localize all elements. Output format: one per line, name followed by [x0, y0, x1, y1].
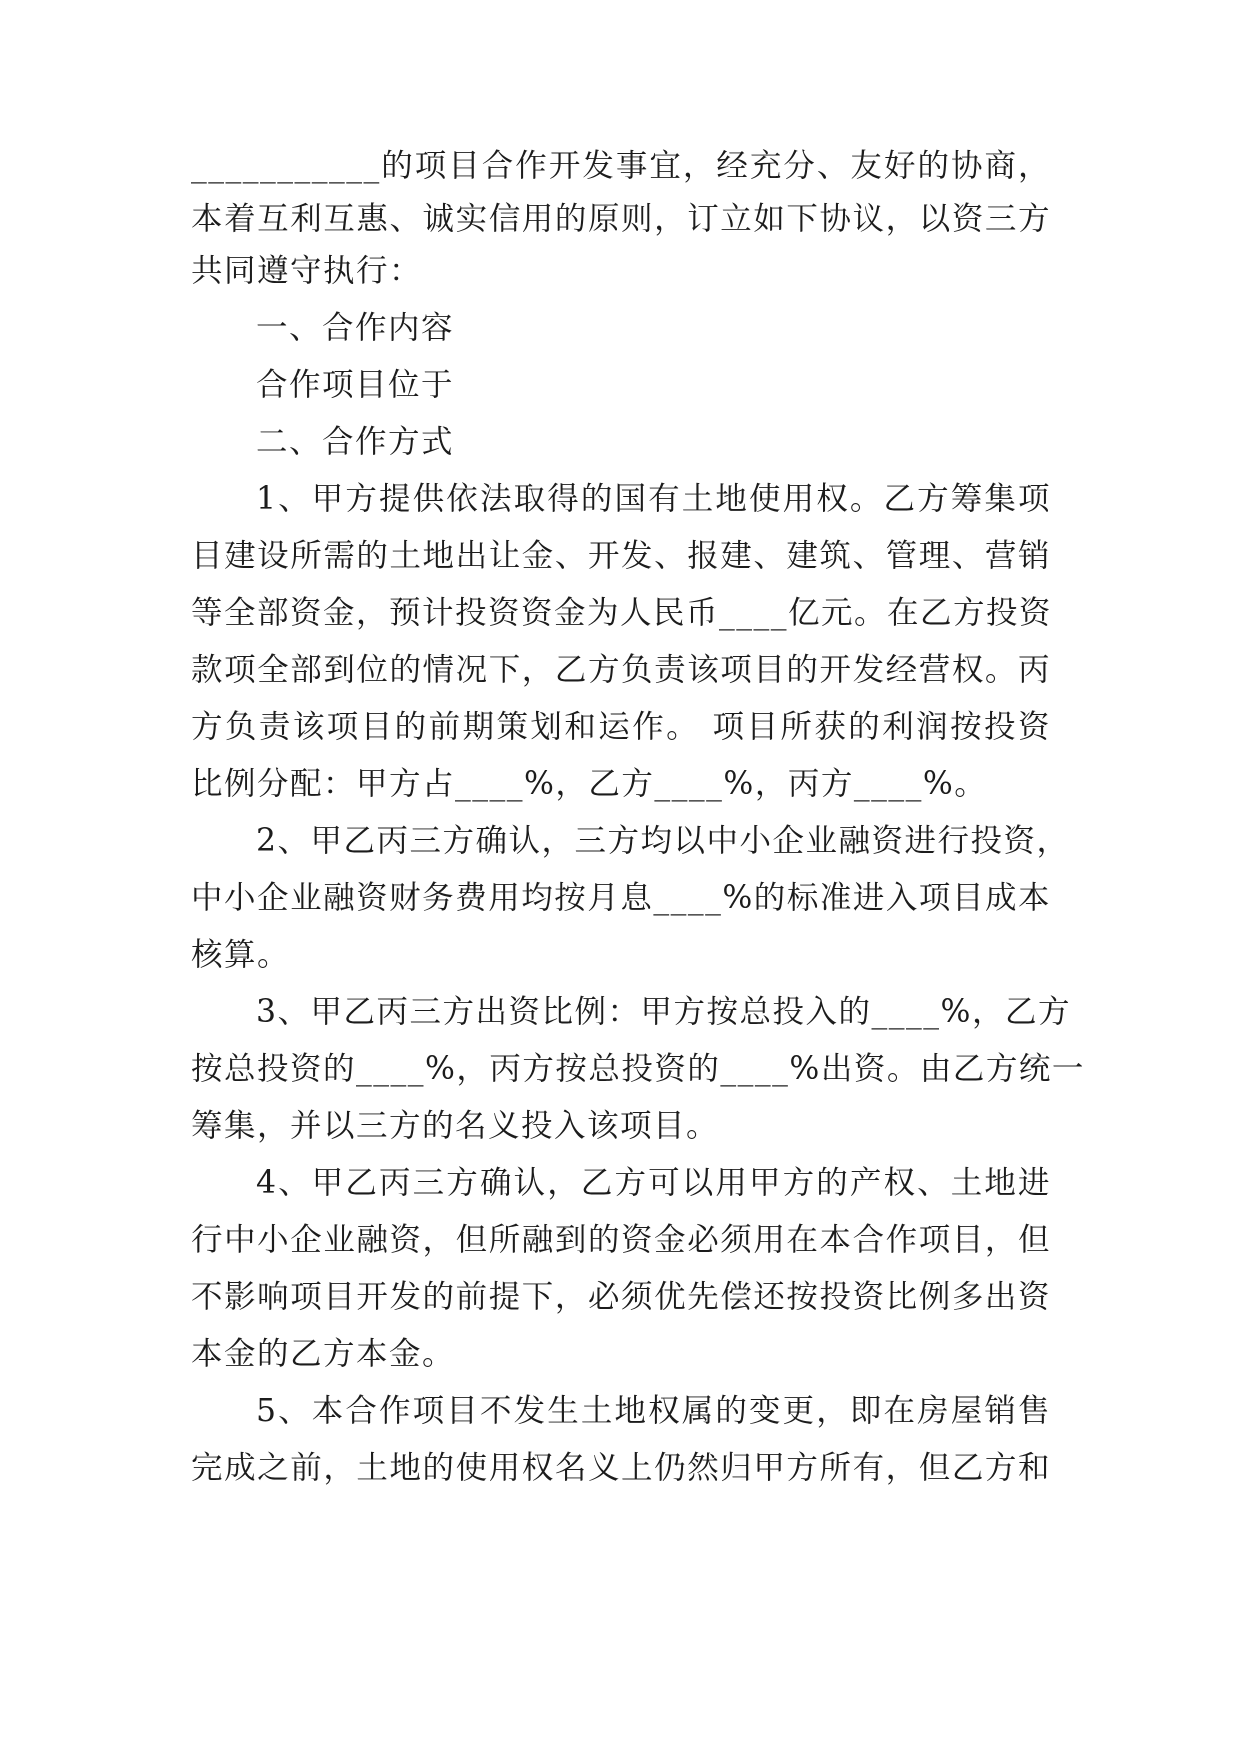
text-line: 核算。	[191, 937, 291, 973]
text-line: 1、甲方提供依法取得的国有土地使用权。乙方筹集项	[256, 481, 1051, 517]
text-line: 5、本合作项目不发生土地权属的变更，即在房屋销售	[256, 1393, 1051, 1429]
section-heading: 一、合作内容	[256, 310, 455, 346]
text-line: 合作项目位于	[256, 367, 455, 403]
text-line: 行中小企业融资，但所融到的资金必须用在本合作项目，但	[191, 1222, 1051, 1258]
text-line: 目建设所需的土地出让金、开发、报建、建筑、管理、营销	[191, 538, 1051, 574]
text-line: 共同遵守执行：	[191, 253, 423, 289]
text-line: 3、甲乙丙三方出资比例：甲方按总投入的____%，乙方	[256, 994, 1071, 1030]
text-line: 4、甲乙丙三方确认，乙方可以用甲方的产权、土地进	[256, 1165, 1051, 1201]
text-line: 不影响项目开发的前提下，必须优先偿还按投资比例多出资	[191, 1279, 1051, 1315]
text-line: 筹集，并以三方的名义投入该项目。	[191, 1108, 720, 1144]
text-line: 完成之前，土地的使用权名义上仍然归甲方所有，但乙方和	[191, 1450, 1051, 1486]
text-line: 款项全部到位的情况下，乙方负责该项目的开发经营权。丙	[191, 652, 1051, 688]
text-line: 本金的乙方本金。	[191, 1336, 456, 1372]
text-line: 按总投资的____%，丙方按总投资的____%出资。由乙方统一	[191, 1051, 1085, 1087]
text-line: 比例分配：甲方占____%，乙方____%，丙方____%。	[191, 766, 988, 802]
text-line: 等全部资金，预计投资资金为人民币____亿元。在乙方投资	[191, 595, 1053, 631]
text-line: 中小企业融资财务费用均按月息____%的标准进入项目成本	[191, 880, 1051, 916]
text-line: 本着互利互惠、诚实信用的原则，订立如下协议，以资三方	[191, 201, 1051, 237]
section-heading: 二、合作方式	[256, 424, 455, 460]
text-line: ___________的项目合作开发事宜，经充分、友好的协商，	[191, 148, 1051, 184]
text-line: 2、甲乙丙三方确认，三方均以中小企业融资进行投资，	[256, 823, 1070, 859]
text-line: 方负责该项目的前期策划和运作。 项目所获的利润按投资	[191, 709, 1051, 745]
